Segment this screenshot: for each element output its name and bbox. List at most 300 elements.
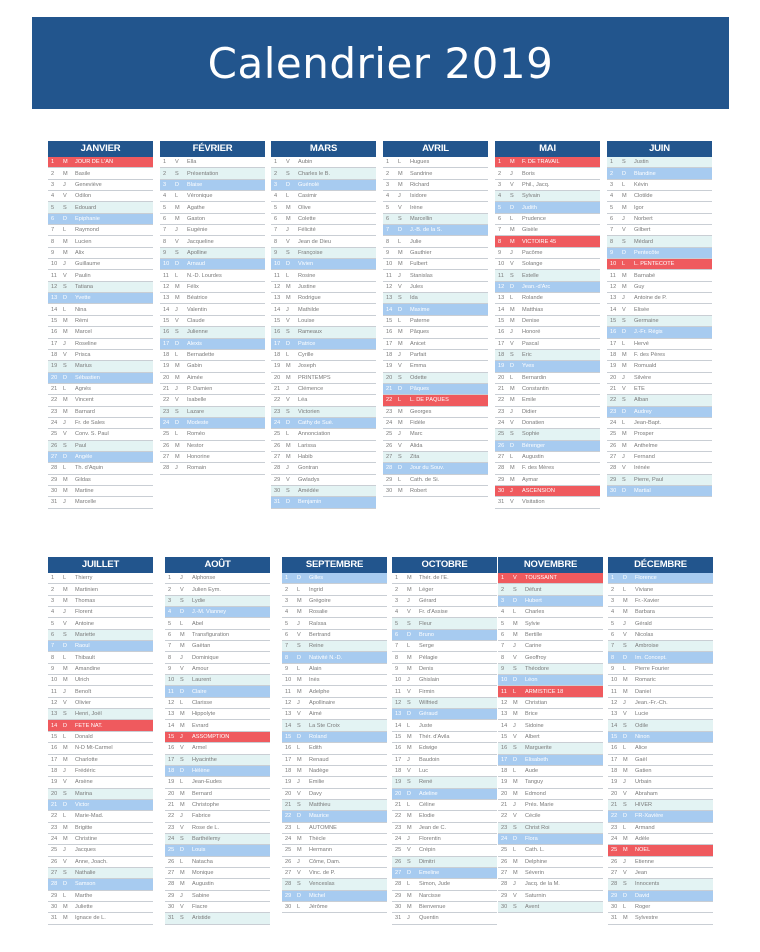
day-number: 7 [274,227,278,234]
saint-name: Christian [525,699,548,706]
saint-name: Rémi [75,317,89,324]
saint-name: Dimitri [419,858,435,865]
saint-name: Saturnin [525,892,546,899]
day-of-week: S [622,238,626,245]
saint-name: Modeste [187,420,209,427]
day-row [271,497,376,508]
saint-name: Guillaume [75,261,101,268]
day-row [498,709,603,720]
day-number: 21 [611,802,618,809]
day-row [383,463,488,474]
saint-name: Laurent [192,677,211,684]
day-row [282,755,387,766]
saint-name: Sophie [522,431,540,438]
saint-name: Gisèle [522,227,538,234]
day-number: 25 [51,431,58,438]
day-row [282,834,387,845]
day-of-week: D [63,802,68,809]
saint-name: Prudence [522,215,546,222]
day-of-week: M [63,824,68,831]
day-row [383,202,488,213]
saint-name: Julien Eym. [192,586,221,593]
day-of-week: V [622,465,626,472]
saint-name: Gilles [309,575,323,582]
saint-name: Avent [525,904,540,911]
day-row [498,686,603,697]
day-row [392,732,497,743]
saint-name: Romaric [635,677,656,684]
saint-name: Jour du Souv. [410,465,445,472]
saint-name: Jérôme [309,904,328,911]
day-row [48,282,153,293]
day-of-week: M [286,215,291,222]
day-of-week: L [510,454,514,461]
saint-name: Louise [298,317,315,324]
day-row [48,789,153,800]
day-of-week: S [622,159,626,166]
day-row [607,441,712,452]
day-of-week: L [407,722,411,729]
day-row [495,259,600,270]
day-row [495,293,600,304]
day-of-week: D [510,442,515,449]
saint-name: Audrey [634,408,652,415]
day-of-week: M [398,329,403,336]
day-of-week: L [63,733,67,740]
saint-name: Hubert [525,597,542,604]
day-of-week: J [407,836,410,843]
day-number: 25 [386,431,393,438]
month-4 [383,141,488,497]
day-number: 18 [168,768,175,775]
day-row [607,202,712,213]
day-number: 21 [51,386,58,393]
saint-name: Lydie [192,597,206,604]
day-number: 3 [51,597,55,604]
saint-name: Norbert [634,215,653,222]
day-row [392,652,497,663]
day-of-week: M [623,688,628,695]
saint-name: Emile [522,397,536,404]
day-of-week: J [623,779,626,786]
day-row [48,407,153,418]
day-row [383,475,488,486]
day-number: 12 [168,699,175,706]
day-of-week: M [180,631,185,638]
day-number: 6 [611,631,615,638]
day-of-week: L [175,352,179,359]
day-number: 29 [51,892,58,899]
day-number: 16 [51,329,58,336]
day-of-week: M [63,677,68,684]
day-of-week: D [63,881,68,888]
day-of-week: J [398,352,401,359]
day-number: 23 [163,408,170,415]
day-row [271,282,376,293]
day-row [160,248,265,259]
day-row [392,596,497,607]
day-number: 13 [395,711,402,718]
day-of-week: S [623,643,627,650]
saint-name: Marc [410,431,423,438]
day-number: 28 [610,465,617,472]
day-of-week: V [175,397,179,404]
day-row [165,618,270,629]
day-number: 29 [274,476,281,483]
day-row [48,350,153,361]
day-of-week: M [407,733,412,740]
day-of-week: M [510,476,515,483]
day-of-week: J [297,699,300,706]
day-of-week: V [286,159,290,166]
day-row [608,845,713,856]
day-row [383,191,488,202]
day-of-week: V [180,665,184,672]
day-number: 14 [51,722,58,729]
saint-name: Christ Roi [525,824,550,831]
day-of-week: D [622,249,627,256]
saint-name: Amédée [298,488,319,495]
saint-name: Marthe [75,892,93,899]
day-of-week: D [297,813,302,820]
saint-name: Quentin [419,915,439,922]
day-row [160,361,265,372]
day-of-week: D [622,408,627,415]
day-of-week: S [175,408,179,415]
day-row [48,259,153,270]
day-number: 9 [386,249,390,256]
saint-name: Eugénie [187,227,208,234]
day-of-week: J [63,609,66,616]
day-row [607,191,712,202]
saint-name: Evrard [192,722,209,729]
day-number: 27 [285,870,292,877]
day-of-week: M [513,631,518,638]
saint-name: Pierre, Paul [634,476,664,483]
day-of-week: J [286,227,289,234]
day-number: 19 [610,363,617,370]
day-number: 7 [285,643,289,650]
day-row [271,202,376,213]
day-number: 19 [274,363,281,370]
day-row [383,282,488,293]
day-row [498,891,603,902]
saint-name: Marina [75,790,93,797]
day-row [608,811,713,822]
day-number: 4 [51,193,55,200]
day-number: 8 [501,654,505,661]
saint-name: JOUR DE L'AN [75,159,114,166]
day-row [160,180,265,191]
day-number: 19 [611,779,618,786]
saint-name: Odile [635,722,649,729]
day-number: 29 [51,476,58,483]
day-row [165,596,270,607]
saint-name: ETE [634,386,645,393]
day-number: 27 [610,454,617,461]
day-row [607,270,712,281]
day-number: 12 [163,283,170,290]
day-row [165,584,270,595]
saint-name: Transfiguration [192,631,230,638]
day-number: 19 [168,779,175,786]
day-row [48,686,153,697]
day-of-week: V [398,283,402,290]
day-of-week: M [63,836,68,843]
day-row [495,486,600,497]
day-number: 20 [386,374,393,381]
day-of-week: L [623,745,627,752]
day-number: 16 [501,745,508,752]
day-number: 31 [51,499,58,506]
day-row [607,316,712,327]
day-of-week: J [63,340,66,347]
day-number: 3 [498,181,502,188]
day-row [282,641,387,652]
saint-name: Anicet [410,340,426,347]
day-of-week: J [297,858,300,865]
month-1 [48,141,153,509]
day-row [608,755,713,766]
saint-name: Simon, Jude [419,881,451,888]
day-row [48,902,153,913]
day-of-week: L [180,620,184,627]
day-row [383,395,488,406]
day-row [48,418,153,429]
day-row [165,755,270,766]
day-number: 25 [395,847,402,854]
day-number: 16 [163,329,170,336]
day-of-week: M [407,892,412,899]
day-row [271,248,376,259]
day-number: 17 [610,340,617,347]
saint-name: Nathalie [75,870,96,877]
day-row [48,607,153,618]
day-of-week: S [513,904,517,911]
day-of-week: L [286,272,290,279]
day-of-week: D [407,870,412,877]
day-of-week: J [407,677,410,684]
saint-name: Larissa [298,442,317,449]
day-row [160,236,265,247]
day-of-week: S [407,858,411,865]
saint-name: TOUSSAINT [525,575,557,582]
day-number: 26 [168,858,175,865]
day-of-week: S [510,431,514,438]
day-row [383,293,488,304]
saint-name: Cyrille [298,352,314,359]
day-number: 16 [51,745,58,752]
saint-name: Juliette [75,904,93,911]
day-row [48,811,153,822]
day-number: 24 [168,836,175,843]
saint-name: Fleur [419,620,432,627]
day-number: 12 [395,699,402,706]
day-number: 10 [498,261,505,268]
day-number: 15 [610,317,617,324]
day-of-week: D [63,722,68,729]
day-number: 7 [168,643,172,650]
day-row [160,395,265,406]
saint-name: N-D Mt-Carmel [75,745,113,752]
day-number: 1 [51,159,55,166]
day-number: 6 [498,215,502,222]
saint-name: Henri, Joël [75,711,102,718]
day-number: 4 [498,193,502,200]
saint-name: Prosper [634,431,654,438]
saint-name: Matthieu [309,802,331,809]
saint-name: Hyacinthe [192,756,217,763]
day-number: 19 [51,363,58,370]
saint-name: Isabelle [187,397,207,404]
month-2 [160,141,265,475]
day-of-week: S [622,317,626,324]
day-of-week: V [623,711,627,718]
day-row [271,191,376,202]
day-number: 29 [168,892,175,899]
day-row [498,596,603,607]
day-number: 25 [51,847,58,854]
saint-name: Thècle [309,836,326,843]
day-row [607,350,712,361]
saint-name: ARMISTICE 18 [525,688,564,695]
day-number: 13 [51,295,58,302]
day-row [165,902,270,913]
saint-name: Jean de C. [419,824,447,831]
day-row [282,902,387,913]
saint-name: Barbara [635,609,655,616]
day-number: 10 [274,261,281,268]
day-of-week: M [175,215,180,222]
day-of-week: J [513,802,516,809]
day-of-week: J [286,306,289,313]
day-of-week: D [513,677,518,684]
day-row [383,168,488,179]
day-of-week: L [63,813,67,820]
day-number: 4 [610,193,614,200]
day-of-week: J [407,915,410,922]
day-number: 28 [51,465,58,472]
day-of-week: D [297,733,302,740]
day-row [392,845,497,856]
day-number: 17 [501,756,508,763]
day-row [165,573,270,584]
day-row [495,361,600,372]
day-row [392,630,497,641]
day-number: 12 [51,283,58,290]
day-number: 4 [386,193,390,200]
day-of-week: L [510,215,514,222]
day-number: 18 [51,768,58,775]
day-number: 29 [395,892,402,899]
saint-name: Amandine [75,665,101,672]
day-number: 2 [51,170,55,177]
day-of-week: M [398,249,403,256]
saint-name: Epiphanie [75,215,100,222]
day-of-week: L [407,881,411,888]
day-row [607,452,712,463]
day-number: 21 [285,802,292,809]
day-of-week: D [407,711,412,718]
day-of-week: V [407,609,411,616]
day-number: 23 [501,824,508,831]
day-number: 20 [501,790,508,797]
day-of-week: L [398,238,402,245]
day-of-week: M [622,283,627,290]
saint-name: Raoul [75,643,90,650]
day-number: 14 [611,722,618,729]
day-row [48,709,153,720]
saint-name: Barnabé [634,272,656,279]
day-of-week: S [623,802,627,809]
saint-name: Casimir [298,193,317,200]
day-of-week: D [510,363,515,370]
day-row [282,675,387,686]
saint-name: Grégoire [309,597,331,604]
day-number: 11 [498,272,504,279]
day-of-week: D [175,340,180,347]
saint-name: Emeline [419,870,440,877]
month-header: AVRIL [383,141,488,157]
day-row [165,675,270,686]
day-number: 26 [498,442,505,449]
day-number: 1 [163,159,167,166]
saint-name: Guénolé [298,181,320,188]
saint-name: Luc [419,768,429,775]
day-row [160,316,265,327]
day-number: 8 [395,654,399,661]
day-number: 8 [611,654,615,661]
saint-name: Abel [192,620,204,627]
day-row [608,641,713,652]
day-of-week: J [510,408,513,415]
day-of-week: J [510,329,513,336]
day-number: 4 [501,609,505,616]
day-row [392,777,497,788]
day-of-week: L [63,227,67,234]
day-number: 19 [163,363,170,370]
day-row [498,675,603,686]
day-row [607,407,712,418]
day-of-week: S [513,824,517,831]
day-of-week: S [407,620,411,627]
day-number: 14 [395,722,402,729]
day-of-week: J [175,306,178,313]
saint-name: Baudoin [419,756,440,763]
saint-name: Robert [410,488,427,495]
day-number: 14 [163,306,170,313]
day-of-week: J [63,181,66,188]
saint-name: Bertille [525,631,543,638]
saint-name: Gérard [419,597,437,604]
day-of-week: M [297,847,302,854]
day-number: 26 [274,442,281,449]
day-number: 15 [611,733,618,740]
day-number: 12 [386,283,393,290]
saint-name: Claire [192,688,207,695]
day-row [383,429,488,440]
day-number: 1 [498,159,502,166]
saint-name: Christine [75,836,98,843]
day-row [495,191,600,202]
saint-name: Jacques [75,847,96,854]
day-row [48,373,153,384]
day-number: 10 [51,261,58,268]
saint-name: Ingrid [309,586,323,593]
day-row [160,452,265,463]
saint-name: Alain [309,665,322,672]
day-of-week: M [286,295,291,302]
